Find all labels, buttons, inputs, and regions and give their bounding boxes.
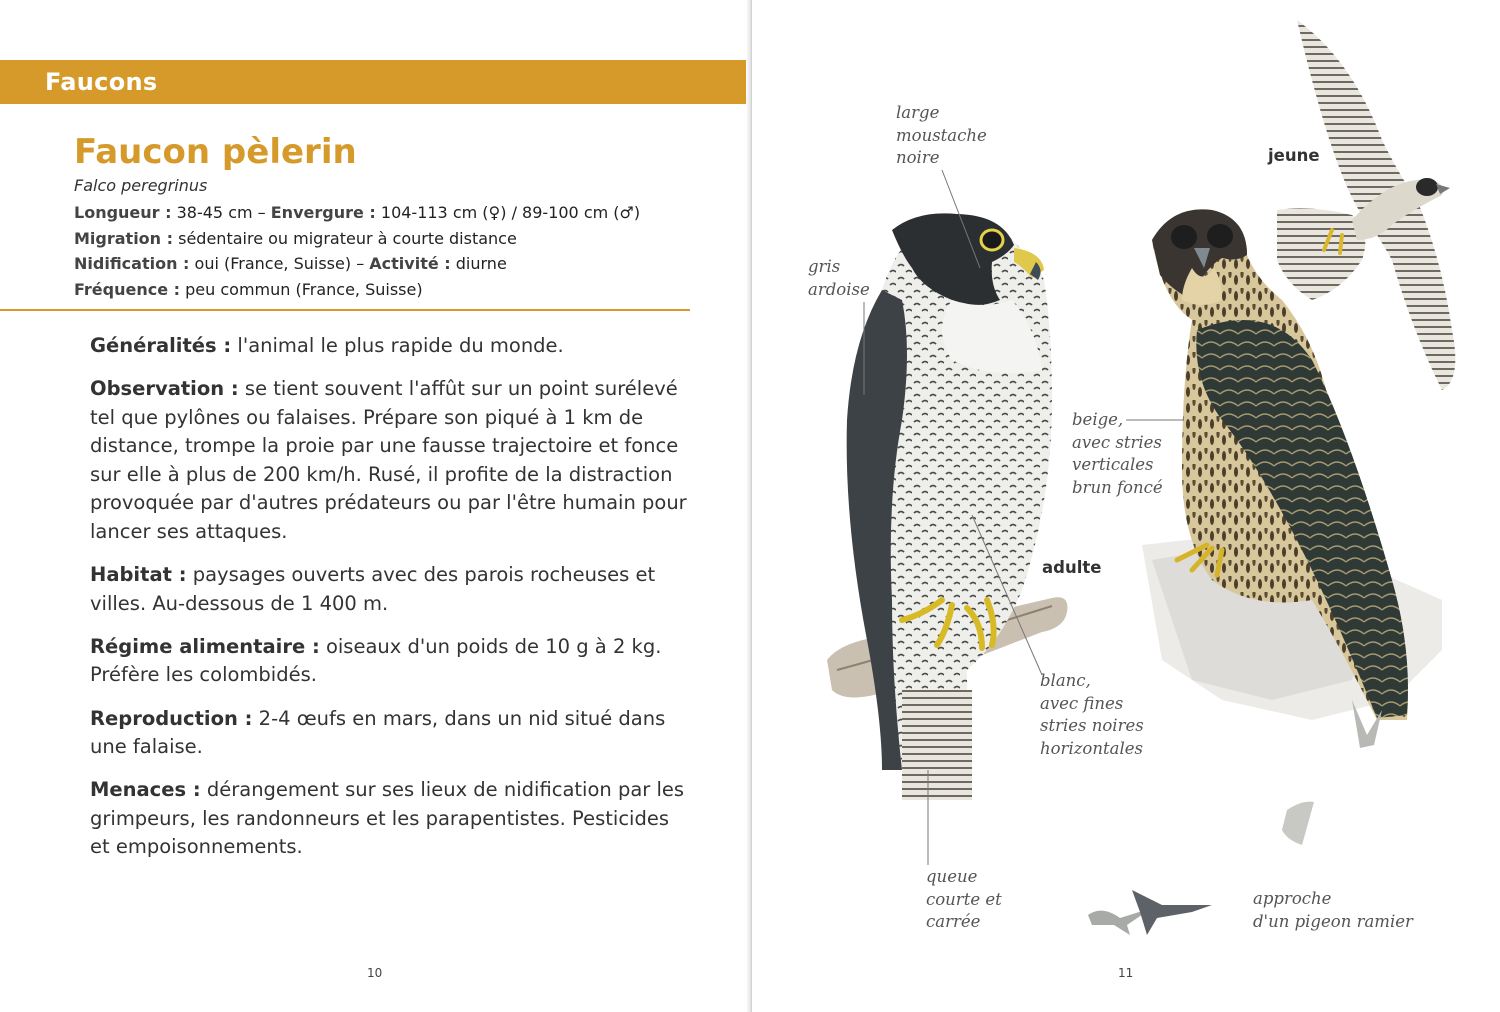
envergure-value: 104-113 cm (♀) / 89-100 cm (♂)	[375, 203, 641, 222]
envergure-label: Envergure :	[270, 203, 376, 222]
migration-label: Migration :	[74, 228, 174, 248]
section-divider	[0, 309, 690, 311]
fact-line-nidification	[74, 251, 640, 277]
latin-name: Falco peregrinus	[74, 176, 208, 195]
paragraph-menaces	[90, 776, 690, 862]
label-line: noire	[896, 148, 940, 167]
label-line: beige,	[1072, 410, 1124, 429]
page-number-left: 10	[367, 966, 383, 980]
label-line: large	[896, 103, 940, 122]
label-line: ardoise	[808, 279, 870, 299]
paragraph-habitat	[90, 561, 690, 618]
paragraph-text: dérangement sur ses lieux de nidification par les grimpeurs, les randonneurs et les parapentistes. Pesticides et empoisonnements.	[90, 778, 685, 859]
migration-value: sédentaire ou migrateur à courte distance	[173, 228, 517, 248]
tag-adulte: adulte	[1042, 558, 1102, 577]
paragraph-label: Observation :	[90, 377, 239, 401]
label-approche	[1253, 888, 1413, 933]
right-page	[752, 0, 1500, 1012]
species-facts	[74, 200, 640, 302]
label-beige	[1072, 409, 1163, 499]
fact-line-frequence	[74, 277, 640, 303]
label-line: carrée	[926, 912, 981, 931]
label-line: queue	[926, 867, 978, 886]
paragraph-text: paysages ouverts avec des parois rocheuses et villes. Au-dessous de 1 400 m.	[90, 563, 656, 615]
longueur-value: 38-45 cm –	[171, 203, 271, 222]
paragraph-text: l'animal le plus rapide du monde.	[231, 334, 564, 357]
paragraph-observation	[90, 375, 690, 547]
label-line: avec fines	[1040, 693, 1124, 713]
paragraph-text: se tient souvent l'affût sur un point surélevé tel que pylônes ou falaises. Prépare son piqué à 1 km de distance, trompe la proie par une fausse trajectoire et fonce sur elle à plus de 200 km/h. Rusé, il profite de la distraction provoquée par d'autres prédateurs ou par l'être humain pour lancer ses attaques.	[90, 377, 687, 544]
paragraph-generalites	[90, 332, 690, 361]
paragraph-reproduction	[90, 705, 690, 762]
label-gris-ardoise	[808, 256, 870, 301]
longueur-label: Longueur :	[74, 203, 172, 222]
label-line: moustache	[896, 125, 987, 145]
label-blanc	[1040, 670, 1144, 760]
frequence-label: Fréquence :	[74, 279, 181, 299]
fact-line-migration	[74, 226, 640, 252]
description-body	[90, 332, 690, 877]
label-line: verticales	[1072, 455, 1154, 474]
section-band	[0, 60, 750, 104]
species-title: Faucon pèlerin	[74, 132, 357, 172]
paragraph-text: oiseaux d'un poids de 10 g à 2 kg. Préfère les colombidés.	[90, 634, 662, 687]
paragraph-label: Généralités :	[90, 334, 232, 357]
label-line: d'un pigeon ramier	[1253, 911, 1413, 931]
label-line: avec stries	[1072, 432, 1162, 452]
label-line: horizontales	[1040, 738, 1143, 758]
page-number-right: 11	[1118, 966, 1134, 980]
paragraph-label: Habitat :	[90, 563, 187, 587]
nidification-value: oui (France, Suisse) –	[189, 254, 370, 273]
paragraph-label: Régime alimentaire :	[90, 634, 320, 658]
label-moustache	[896, 102, 987, 170]
tag-jeune: jeune	[1268, 146, 1320, 165]
fact-line-size	[74, 200, 640, 226]
paragraph-label: Menaces :	[90, 778, 201, 802]
paragraph-text: 2-4 œufs en mars, dans un nid situé dans une falaise.	[90, 706, 666, 759]
frequence-value: peu commun (France, Suisse)	[180, 279, 423, 299]
adult-falcon-perched	[847, 213, 1052, 800]
paragraph-regime	[90, 633, 690, 690]
paragraph-label: Reproduction :	[90, 706, 253, 730]
label-line: brun foncé	[1072, 477, 1163, 497]
label-line: blanc,	[1040, 671, 1091, 690]
label-line: gris	[808, 257, 841, 276]
label-queue	[926, 866, 1002, 934]
falcon-illustration	[752, 0, 1500, 1012]
activite-value: diurne	[450, 254, 507, 273]
activite-label: Activité :	[369, 254, 451, 273]
nidification-label: Nidification :	[74, 254, 190, 273]
label-line: stries noires	[1040, 716, 1144, 735]
section-title: Faucons	[45, 68, 158, 96]
label-line: approche	[1253, 889, 1332, 908]
label-line: courte et	[926, 889, 1002, 909]
